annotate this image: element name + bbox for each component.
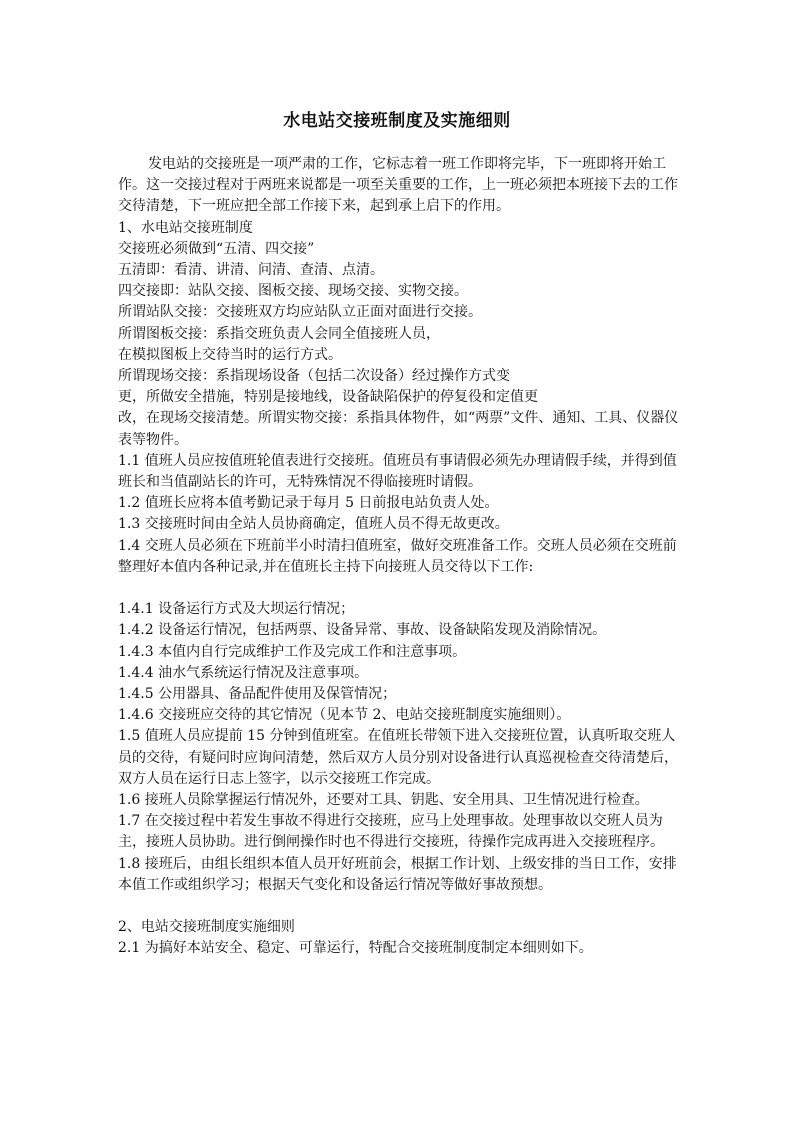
paragraph: 1.4.5 公用器具、备品配件使用及保管情况； [118, 686, 397, 703]
paragraph: 改，在现场交接清楚。所谓实物交接：系指具体物件，如“两票”文件、通知、工具、仪器仪表等物件。 [118, 410, 679, 448]
paragraph: 1.4 交班人员必须在下班前半小时清扫值班室，做好交班准备工作。交班人员必须在交班前整理好本值内各种记录,并在值班长主持下向接班人员交待以下工作: [118, 537, 677, 575]
paragraph: 1.3 交接班时间由全站人员协商确定，值班人员不得无故更改。 [118, 516, 509, 533]
document-title: 水电站交接班制度及实施细则 [283, 111, 511, 131]
paragraph: 交接班必须做到“五清、四交接” [118, 240, 315, 257]
paragraph: 1.4.2 设备运行情况，包括两票、设备异常、事故、设备缺陷发现及消除情况。 [118, 622, 607, 639]
document-body [118, 154, 680, 960]
paragraph: 1.8 接班后，由组长组织本值人员开好班前会，根据工作计划、上级安排的当日工作，安排本值工作或组织学习；根据天气变化和设备运行情况等做好事故预想。 [118, 855, 677, 893]
section-heading-2: 2、电站交接班制度实施细则 [118, 919, 295, 936]
paragraph: 1.5 值班人员应提前 15 分钟到值班室。在值班长带领下进入交接班位置，认真听取交班人员的交待，有疑问时应询问清楚，然后双方人员分别对设备进行认真巡视检查交待清楚后，双方人员在运行日志上签字，以示交接班工作完成。 [118, 728, 678, 787]
paragraph: 1.4.6 交接班应交待的其它情况（见本节 2、电站交接班制度实施细则）。 [118, 707, 571, 724]
blank-line [118, 896, 680, 917]
intro-paragraph: 发电站的交接班是一项严肃的工作，它标志着一班工作即将完毕，下一班即将开始工作。这一交接过程对于两班来说都是一项至关重要的工作，上一班必须把本班接下去的工作交待清楚，下一班应把全部工作接下来，起到承上启下的作用。 [118, 156, 678, 215]
paragraph: 五清即：看清、讲清、问清、查清、点清。 [118, 262, 384, 279]
paragraph: 所谓现场交接：系指现场设备（包括二次设备）经过操作方式变 [118, 368, 510, 385]
paragraph: 在模拟图板上交待当时的运行方式。 [118, 346, 342, 363]
paragraph: 1.2 值班长应将本值考勤记录于每月 5 日前报电站负责人处。 [118, 495, 499, 512]
paragraph: 更，所做安全措施，特别是接地线，设备缺陷保护的停复役和定值更 [118, 389, 538, 406]
paragraph: 1.6 接班人员除掌握运行情况外，还要对工具、钥匙、安全用具、卫生情况进行检查。 [118, 792, 649, 809]
paragraph: 1.1 值班人员应按值班轮值表进行交接班。值班员有事请假必须先办理请假手续，并得到值班长和当值副站长的许可，无特殊情况不得临接班时请假。 [118, 452, 677, 491]
section-heading-1: 1、水电站交接班制度 [118, 219, 253, 236]
paragraph: 1.7 在交接过程中若发生事故不得进行交接班，应马上处理事故。处理事故以交班人员为主，接班人员协助。进行倒闸操作时也不得进行交接班，待操作完成再进入交接班程序。 [118, 813, 664, 851]
blank-line [118, 578, 680, 599]
paragraph: 2.1 为搞好本站安全、稳定、可靠运行，特配合交接班制度制定本细则如下。 [118, 940, 593, 957]
paragraph: 1.4.1 设备运行方式及大坝运行情况； [118, 601, 355, 618]
paragraph: 四交接即：站队交接、图板交接、现场交接、实物交接。 [118, 283, 468, 300]
paragraph: 所谓站队交接：交接班双方均应站队立正面对面进行交接。 [118, 304, 482, 321]
paragraph: 1.4.3 本值内自行完成维护工作及完成工作和注意事项。 [118, 643, 467, 660]
paragraph: 1.4.4 油水气系统运行情况及注意事项。 [118, 664, 369, 681]
paragraph: 所谓图板交接：系指交班负责人会同全值接班人员， [118, 325, 440, 342]
